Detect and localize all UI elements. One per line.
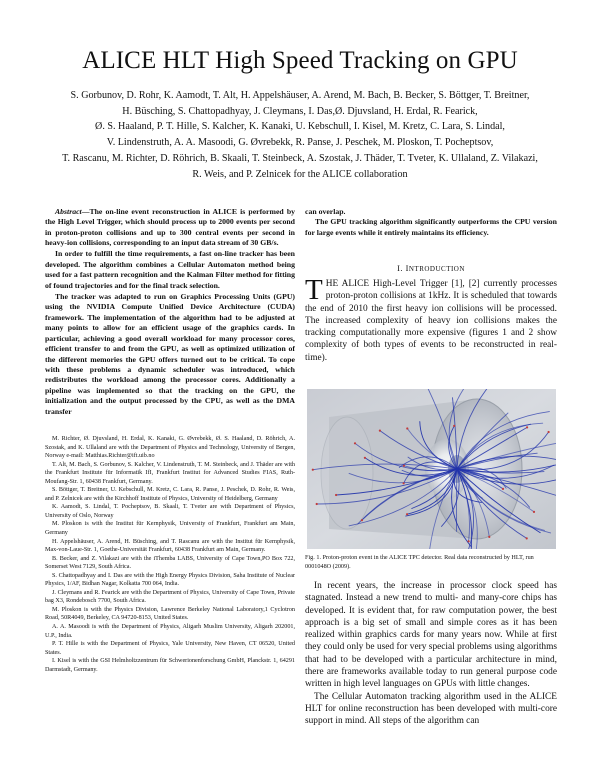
track-hit — [548, 431, 550, 433]
affiliation-footnote: K. Aamodt, S. Lindal, T. Pocheptsov, B. Skaali, T. Tveter are with Department of Physics, University of Oslo, Norway — [45, 504, 295, 519]
track-hit — [335, 494, 337, 496]
track-hit — [403, 482, 405, 484]
author-line: T. Rascanu, M. Richter, D. Röhrich, B. Skaali, T. Steinbeck, A. Szostak, J. Thäder, T. Tveter, K. Ullaland, Z. Vilakazi, — [62, 152, 538, 164]
abstract — [45, 207, 295, 417]
section-heading — [305, 264, 557, 273]
affiliation-footnote: P. T. Hille is with the Department of Physics, Yale University, New Haven, CT 06520, United States. — [45, 641, 295, 656]
intro-text: HE ALICE High-Level Trigger [1], [2] currently processes proton-proton collisions at 1kHz. It is scheduled that towards the end of 2010 the first heavy ion collisions will be processed. The increased complexity of heavy ion collisions makes the tracking computationally more expensive (figures 1 and 2 show complexity of both types of events to be reconstructed in real-time). — [305, 279, 557, 363]
abstract-text: —The on-line event reconstruction in ALICE is performed by the High Level Trigger, which should process up to 2000 events per second in proton-proton collisions and up to 300 central events per second in heavy-ion collisions, corresponding to an input data stream of 30 GB/s. — [45, 207, 295, 248]
track-hit — [312, 469, 314, 471]
track-hit — [403, 465, 405, 467]
affiliation-footnote: S. Böttger, T. Breitner, U. Kebschull, M. Kretz, C. Lara, R. Panse, J. Peschek, D. Rohr, R. Weis, and P. Zelnicek are with the Kirchhoff Institute of Physics, University of Heidelberg, Germany — [45, 487, 295, 502]
track-hit — [488, 536, 490, 538]
abstract-paragraph: can overlap. — [305, 207, 346, 216]
tpc-end-cap-near — [321, 417, 373, 529]
abstract-paragraph: In order to fulfill the time requirements, a fast on-line tracker has been developed. The algorithm combines a Cellular Automaton method being used for a fast pattern recognition and the Kalman Filter method for fitting of found trajectories and for the final track selection. — [45, 249, 295, 290]
abstract-paragraph — [45, 207, 295, 249]
body-paragraph: In recent years, the increase in processor clock speed has stagnated. Instead a new trend to multi- and many-core chips has developed. It is evident that, for raw computation power, the best approach is a big set of small and simple cores as it has been realized within graphics cards for many years now. While at first they could only be used for very special problems using algorithms that had to be developed with a particular architecture in mind, there are frameworks available today to run general purpose code written in high level languages on GPUs with little changes. — [305, 581, 557, 690]
track-hit — [316, 503, 318, 505]
track-hit — [364, 457, 366, 459]
body-text — [305, 580, 557, 728]
track-hit — [468, 540, 470, 542]
intro-paragraph — [305, 274, 557, 364]
track-hit — [354, 442, 356, 444]
drop-cap: T — [305, 274, 323, 306]
affiliation-footnote: J. Cleymans and R. Fearick are with the Department of Physics, University of Cape Town, Private bag X3, Rondebosch 7700, South Africa. — [45, 589, 295, 605]
track-hit — [361, 519, 363, 521]
author-line: R. Weis, and P. Zelnicek for the ALICE collaboration — [192, 168, 408, 180]
affiliation-footnote: T. Alt, M. Bach, S. Gorbunov, S. Kalcher, V. Lindenstruth, T. M. Steinbeck, and J. Thäder are with the Frankfurt Institute für Informatik IfI, Frankfurt Institut for Advanced Studies FIAS, Ruth-Moufang-Str. 1, 60438 Frankfurt, Germany. — [45, 461, 295, 485]
author-line: V. Lindenstruth, A. A. Masoodi, G. Øvrebekk, R. Panse, J. Peschek, M. Ploskon, T. Pocheptsov, — [106, 137, 494, 149]
track-hit — [502, 488, 504, 490]
track-hit — [406, 427, 408, 429]
section-title-rest: NTRODUCTION — [408, 265, 465, 273]
affiliation-footnote: M. Richter, Ø. Djuvsland, H. Erdal, K. Kanaki, G. Øvrebekk, Ø. S. Haaland, D. Röhrich, A. Szostak, and K. Ullaland are with the Department of Physics and Technology, University of Bergen, Norway e-mail: Matthias.Richter@ift.uib.no — [45, 436, 295, 460]
figure-caption: Fig. 1. Proton-proton event in the ALICE TPC detector. Real data reconstructed by HLT, run 0001048O (2009). — [305, 554, 534, 570]
abstract-label: Abstract — [55, 207, 82, 216]
paper-title: ALICE HLT High Speed Tracking on GPU — [82, 47, 518, 74]
section-numeral: I. — [397, 264, 403, 273]
track-hit — [526, 537, 528, 539]
affiliation-footnote: B. Becker, and Z. Vilakazi are with the iThemba LABS, University of Cape Town,PO Box 722, Somerset West 7129, South Africa. — [45, 555, 295, 571]
author-affiliations — [45, 435, 295, 674]
track-hit — [379, 430, 381, 432]
track-hit — [526, 426, 528, 428]
affiliation-footnote: I. Kisel is with the GSI Helmholtzzentrum für Schwerionenforschung GmbH, Planckstr. 1, 64291 Darmstadt, Germany. — [45, 658, 295, 673]
author-line: S. Gorbunov, D. Rohr, K. Aamodt, T. Alt, H. Appelshäuser, A. Arend, M. Bach, B. Becker, S. Böttger, T. Breitner, — [70, 90, 530, 101]
abstract-continuation — [305, 207, 557, 238]
affiliation-footnote: A. A. Masoodi is with the Department of Physics, Aligarh Muslim University, Aligarh 202001, U.P., India. — [45, 624, 295, 639]
tpc-event-figure — [307, 389, 556, 549]
track-hit — [533, 511, 535, 513]
abstract-paragraph: The GPU tracking algorithm significantly outperforms the CPU version for large events while it entirely maintains its efficiency. — [305, 217, 557, 237]
author-line: Ø. S. Haaland, P. T. Hille, S. Kalcher, K. Kanaki, U. Kebschull, I. Kisel, M. Kretz, C. Lara, S. Lindal, — [95, 121, 505, 133]
track-hit — [453, 425, 455, 427]
abstract-paragraph: The tracker was adapted to run on Graphics Processing Units (GPU) using the NVIDIA Compute Unified Device Architecture (CUDA) framework. The implementation of the algorithm had to be adjusted at many points to allow for an efficient usage of the graphics cards. In particular, achieving a good overall workload for many processor cores, efficient transfer to and from the GPU, as well as optimized utilization of the different memories the GPU offers turned out to be critical. To cope with these problems a dynamic scheduler was introduced, which redistributes the workload among the processor cores. Additionally a pipeline was implemented so that the tracking on the GPU, the initialization and the output processed by the CPU, as well as the DMA transfer — [45, 291, 295, 416]
affiliation-footnote: M. Ploskon is with the Institut für Kernphysik, University of Frankfurt, Frankfurt am Main, Germany — [45, 521, 295, 537]
affiliation-footnote: M. Ploskon is with the Physics Division, Lawrence Berkeley National Laboratory,1 Cyclotron Road, 50R4049, Berkeley, CA 94720-8153, United States. — [45, 606, 295, 622]
author-list — [44, 88, 556, 182]
affiliation-footnote: S. Chattopadhyay and I. Das are with the High Energy Physics Division, Saha Institute of Nuclear Physics, 1/AF, Bidhan Nagar, Kolkatta 700 064, India. — [45, 572, 295, 588]
affiliation-footnote: H. Appelshäuser, A. Arend, H. Büsching, and T. Rascanu are with the Institut für Kernphysik, Max-von-Laue-Str. 1, Goethe-Universität Frankfurt, 60438 Frankfurt am Main, Germany. — [45, 538, 295, 554]
section-initial: I — [405, 264, 409, 273]
track-hit — [406, 513, 408, 515]
body-paragraph: The Cellular Automaton tracking algorithm used in the ALICE HLT for online reconstruction has been developed with multi-core support in mind. All steps of the algorithm can — [305, 691, 557, 727]
author-line: H. Büsching, S. Chattopadhyay, J. Cleymans, I. Das,Ø. Djuvsland, H. Erdal, R. Fearick, — [122, 105, 478, 117]
